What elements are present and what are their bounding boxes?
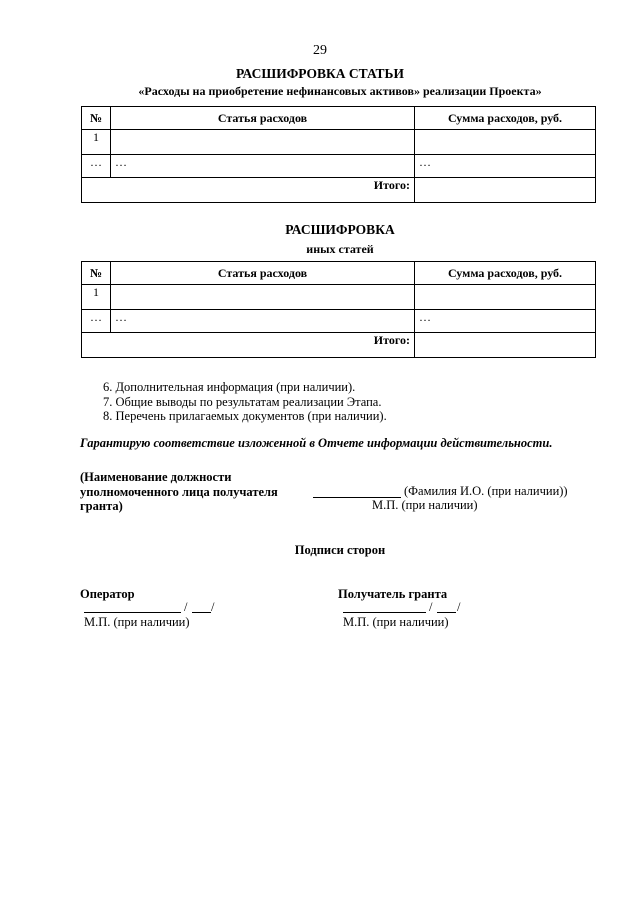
table-header-row [82,262,596,285]
section1-subtitle: «Расходы на приобретение нефинансовых активов» реализации Проекта» [138,84,542,98]
table-row [82,155,596,178]
table-header-row [82,107,596,130]
total-sum-cell [415,333,596,358]
row-dots-number: … [82,310,111,333]
recipient-name-line [437,612,456,613]
list-item-8: 8. Перечень прилагаемых документов (при наличии). [103,409,387,423]
section2-subtitle: иных статей [306,242,374,256]
recipient-slash: / [429,600,433,614]
signatory-name-hint: (Фамилия И.О. (при наличии)) [404,484,568,498]
col-header-sum: Сумма расходов, руб. [415,107,596,130]
col-header-number: № [82,262,111,285]
recipient-stamp: М.П. (при наличии) [343,615,449,629]
operator-slash-2: / [211,600,215,614]
operator-name-line [192,612,211,613]
operator-stamp: М.П. (при наличии) [84,615,190,629]
recipient-label: Получатель гранта [338,587,448,601]
expense-table-2 [81,261,596,358]
section1-title: РАСШИФРОВКА СТАТЬИ [236,66,404,81]
col-header-item: Статья расходов [111,262,415,285]
row-dots-sum: … [415,155,596,178]
guarantee-statement: Гарантирую соответствие изложенной в Отчете информации действительности. [80,436,553,450]
list-item-6: 6. Дополнительная информация (при наличии). [103,380,356,394]
signatory-line3: гранта) [80,499,123,513]
row-number: 1 [82,285,111,310]
row-sum-cell [415,130,596,155]
col-header-sum: Сумма расходов, руб. [415,262,596,285]
table-row [82,285,596,310]
operator-slash: / [184,600,188,614]
row-dots-number: … [82,155,111,178]
signatory-line1: (Наименование должности [80,470,232,484]
signatures-title: Подписи сторон [294,543,386,557]
table-total-row [82,178,596,203]
table-row [82,130,596,155]
row-dots-item: … [111,155,415,178]
table-total-row [82,333,596,358]
operator-signature-line [84,612,181,613]
row-item-cell [111,285,415,310]
page-number: 29 [313,43,327,58]
row-item-cell [111,130,415,155]
expense-table-1 [81,106,596,203]
signatory-stamp: М.П. (при наличии) [372,498,478,512]
row-dots-item: … [111,310,415,333]
row-number: 1 [82,130,111,155]
row-sum-cell [415,285,596,310]
section2-title: РАСШИФРОВКА [285,222,395,237]
col-header-number: № [82,107,111,130]
recipient-slash-2: / [457,600,461,614]
total-label: Итого: [82,178,415,203]
signatory-line2: уполномоченного лица получателя [80,485,278,499]
col-header-item: Статья расходов [111,107,415,130]
total-sum-cell [415,178,596,203]
table-row [82,310,596,333]
operator-label: Оператор [80,587,135,601]
total-label: Итого: [82,333,415,358]
recipient-signature-line [343,612,426,613]
row-dots-sum: … [415,310,596,333]
list-item-7: 7. Общие выводы по результатам реализации Этапа. [103,395,382,409]
